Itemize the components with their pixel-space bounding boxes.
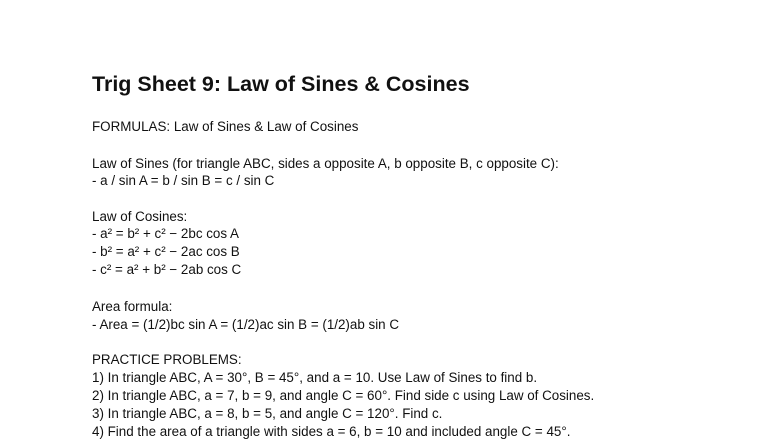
practice-problem-1: 1) In triangle ABC, A = 30°, B = 45°, and a = 10. Use Law of Sines to find b. — [92, 370, 538, 385]
formulas-heading: FORMULAS: Law of Sines & Law of Cosines — [92, 119, 359, 134]
practice-heading: PRACTICE PROBLEMS: — [92, 352, 242, 367]
practice-problem-2: 2) In triangle ABC, a = 7, b = 9, and angle C = 60°. Find side c using Law of Cosines. — [92, 388, 595, 403]
law-of-cosines-formula-a: - a² = b² + c² − 2bc cos A — [92, 226, 239, 241]
law-of-sines-formula: - a / sin A = b / sin B = c / sin C — [92, 173, 275, 188]
area-formula: - Area = (1/2)bc sin A = (1/2)ac sin B = (1/2)ab sin C — [92, 317, 400, 332]
area-heading: Area formula: — [92, 299, 173, 314]
practice-problem-4: 4) Find the area of a triangle with sides a = 6, b = 10 and included angle C = 45°. — [92, 424, 571, 439]
law-of-sines-heading: Law of Sines (for triangle ABC, sides a opposite A, b opposite B, c opposite C): — [92, 156, 559, 171]
law-of-cosines-formula-c: - c² = a² + b² − 2ab cos C — [92, 262, 242, 277]
page-title: Trig Sheet 9: Law of Sines & Cosines — [92, 72, 470, 96]
law-of-cosines-heading: Law of Cosines: — [92, 209, 188, 224]
practice-problem-3: 3) In triangle ABC, a = 8, b = 5, and angle C = 120°. Find c. — [92, 406, 443, 421]
law-of-cosines-formula-b: - b² = a² + c² − 2ac cos B — [92, 244, 240, 259]
